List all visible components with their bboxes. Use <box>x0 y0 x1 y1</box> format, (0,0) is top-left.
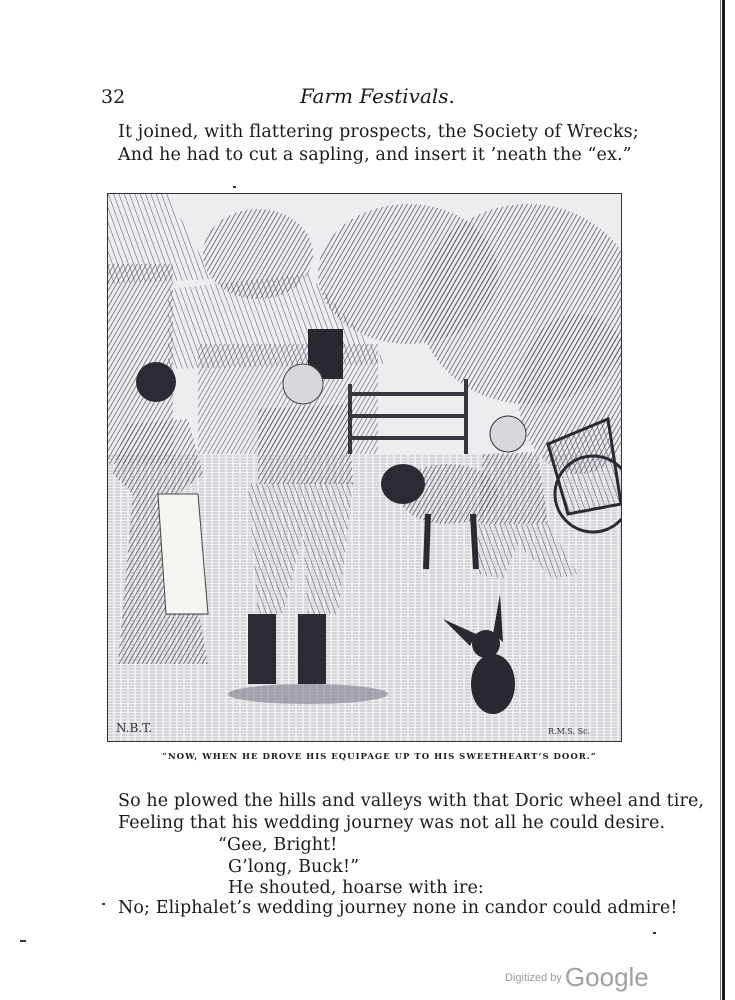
verse-line: G’long, Buck!” <box>228 857 360 877</box>
illustration-caption: “NOW, WHEN HE DROVE HIS EQUIPAGE UP TO HIS SWEETHEART’S DOOR.” <box>162 752 597 762</box>
page-number: 32 <box>101 86 126 108</box>
verse-line: And he had to cut a sapling, and insert it ’neath the “ex.” <box>118 145 632 165</box>
verse-line: So he plowed the hills and valleys with that Doric wheel and tire, <box>118 791 705 811</box>
ink-speck <box>233 186 236 188</box>
engraving-illustration <box>107 193 622 742</box>
verse-line: He shouted, hoarse with ire: <box>228 878 484 898</box>
verse-line: It joined, with flattering prospects, the Society of Wrecks; <box>118 122 639 142</box>
ink-speck <box>653 932 656 934</box>
artist-signature-left: N.B.T. <box>116 721 153 735</box>
page-edge-shadow-inner <box>720 0 721 1000</box>
digitized-watermark <box>505 962 649 993</box>
watermark-prefix: Digitized by <box>505 972 562 984</box>
ink-speck <box>20 940 26 942</box>
ink-speck <box>102 903 105 905</box>
verse-line: “Gee, Bright! <box>218 835 338 855</box>
verse-line: No; Eliphalet’s wedding journey none in candor could admire! <box>118 898 678 918</box>
google-logo: Google <box>564 962 649 992</box>
verse-line: Feeling that his wedding journey was not all he could desire. <box>118 813 666 833</box>
running-head: Farm Festivals. <box>300 84 455 108</box>
engraver-signature-right: R.M.S. Sc. <box>548 727 591 736</box>
page-edge-shadow <box>722 0 725 1000</box>
